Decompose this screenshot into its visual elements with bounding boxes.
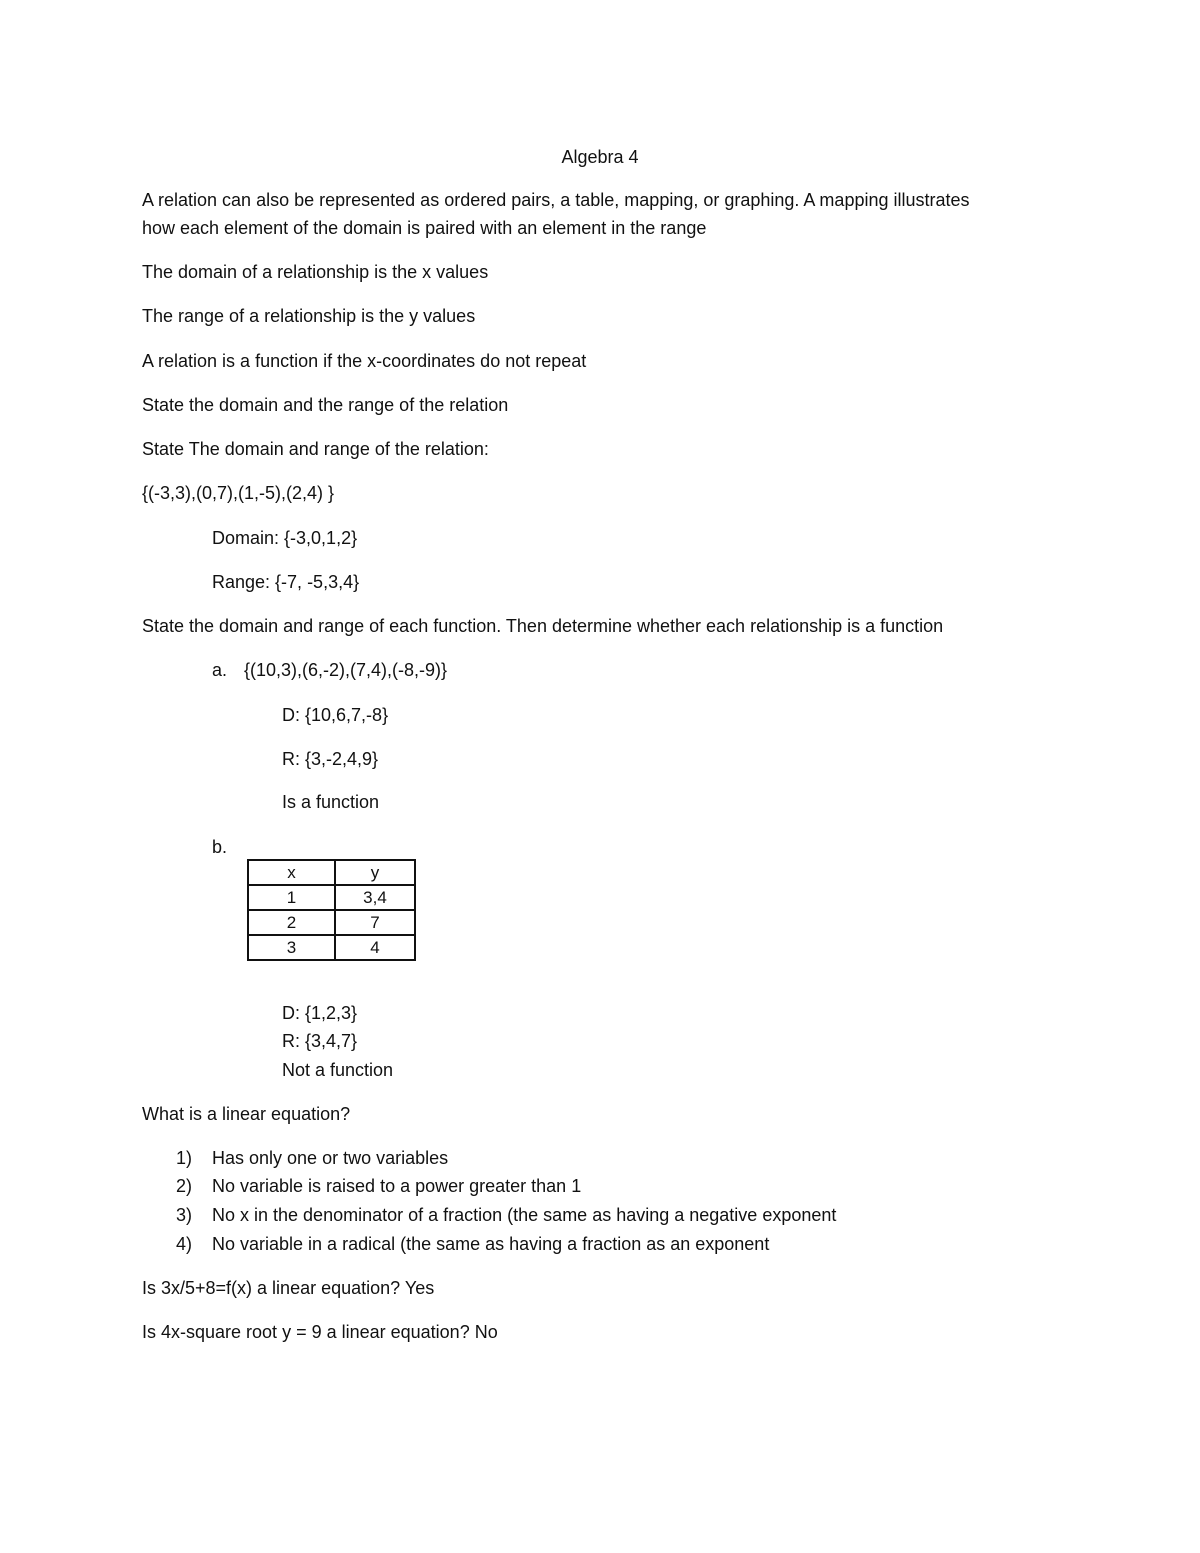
example1-heading: State the domain and the range of the relation — [142, 395, 509, 415]
list-item-number: 1) — [176, 1148, 193, 1168]
table-cell: 3,4 — [335, 885, 415, 910]
list-item: Has only one or two variables — [212, 1148, 449, 1168]
page-title: Algebra 4 — [561, 147, 639, 167]
definition-function: A relation is a function if the x-coordinates do not repeat — [142, 351, 587, 371]
table-header-y: y — [335, 860, 415, 885]
table-row — [248, 910, 415, 935]
table-header-x: x — [248, 860, 335, 885]
item-b-marker: b. — [212, 837, 228, 857]
item-b-result: Not a function — [282, 1060, 394, 1080]
item-a-marker: a. — [212, 660, 228, 680]
table-cell: 4 — [335, 935, 415, 960]
example1-range: Range: {-7, -5,3,4} — [212, 572, 360, 592]
example1-set: {(-3,3),(0,7),(1,-5),(2,4) } — [142, 483, 335, 503]
table-row — [248, 935, 415, 960]
example2-heading: State the domain and range of each function. Then determine whether each relationship is a function — [142, 616, 944, 636]
list-item-number: 3) — [176, 1205, 193, 1225]
item-b-domain: D: {1,2,3} — [282, 1003, 358, 1023]
table-cell: 2 — [248, 910, 335, 935]
linear-question: What is a linear equation? — [142, 1104, 351, 1124]
item-a-range: R: {3,-2,4,9} — [282, 749, 379, 769]
table-header-row — [248, 860, 415, 885]
list-item-number: 4) — [176, 1234, 193, 1254]
intro-line-2: how each element of the domain is paired with an element in the range — [142, 218, 707, 238]
table-cell: 3 — [248, 935, 335, 960]
list-item-number: 2) — [176, 1176, 193, 1196]
table-cell: 1 — [248, 885, 335, 910]
linear-example-1: Is 3x/5+8=f(x) a linear equation? Yes — [142, 1278, 435, 1298]
definition-range: The range of a relationship is the y values — [142, 306, 476, 326]
xy-table — [247, 859, 416, 961]
list-item: No x in the denominator of a fraction (the same as having a negative exponent — [212, 1205, 837, 1225]
item-a-set: {(10,3),(6,-2),(7,4),(-8,-9)} — [244, 660, 448, 680]
table-row — [248, 885, 415, 910]
item-a-domain: D: {10,6,7,-8} — [282, 705, 389, 725]
definition-domain: The domain of a relationship is the x values — [142, 262, 489, 282]
table-cell: 7 — [335, 910, 415, 935]
item-a-result: Is a function — [282, 792, 380, 812]
list-item: No variable is raised to a power greater than 1 — [212, 1176, 582, 1196]
linear-example-2: Is 4x-square root y = 9 a linear equation? No — [142, 1322, 498, 1342]
example1-prompt: State The domain and range of the relation: — [142, 439, 489, 459]
item-b-range: R: {3,4,7} — [282, 1031, 358, 1051]
intro-line-1: A relation can also be represented as ordered pairs, a table, mapping, or graphing. A mapping illustrates — [142, 190, 970, 210]
example1-domain: Domain: {-3,0,1,2} — [212, 528, 358, 548]
list-item: No variable in a radical (the same as having a fraction as an exponent — [212, 1234, 770, 1254]
